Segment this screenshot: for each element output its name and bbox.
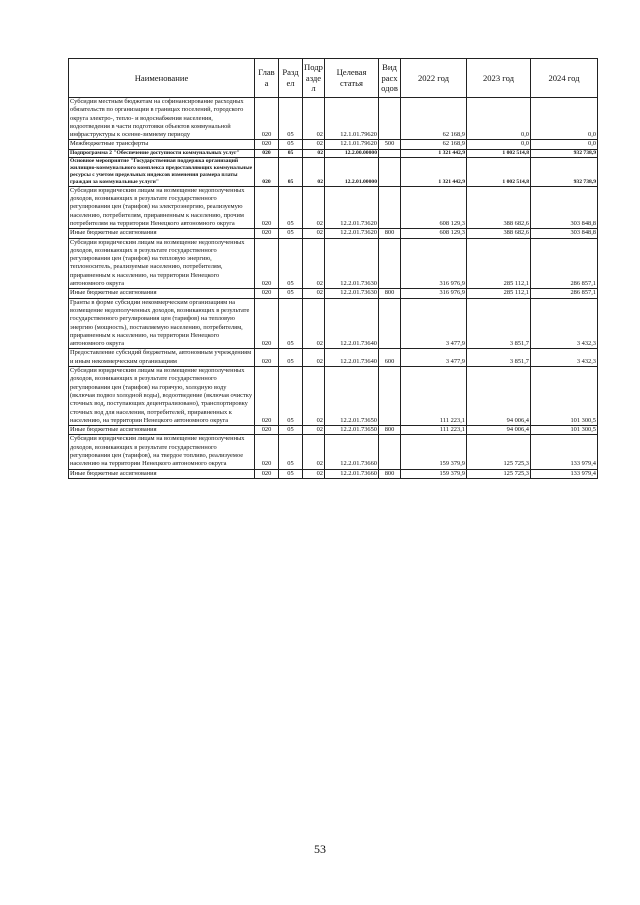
- cell-year-2023: 285 112,1: [467, 238, 531, 289]
- cell-year-2023: 285 112,1: [467, 289, 531, 298]
- cell-year-2022: 159 379,9: [401, 435, 467, 469]
- cell-year-2024: 286 857,1: [531, 289, 598, 298]
- cell-year-2023: 94 006,4: [467, 426, 531, 435]
- cell-section: 05: [279, 98, 303, 140]
- cell-chapter: 020: [255, 367, 279, 426]
- table-row: [69, 229, 598, 238]
- cell-year-2022: 159 379,9: [401, 469, 467, 478]
- cell-name: Гранты в форме субсидии некоммерческим организациям на возмещение недополученных доходов, возникающих в результате государственного регулирования цен (тарифов) на тепловую энергию (мощность), поставляемую населению, потребителям, приравненным к населению, на территории Ненецкого автономного округа: [69, 298, 255, 349]
- cell-year-2024: 101 300,5: [531, 426, 598, 435]
- cell-year-2023: 94 006,4: [467, 367, 531, 426]
- cell-name: Предоставление субсидий бюджетным, автономным учреждениям и иным некоммерческим организациям: [69, 349, 255, 367]
- page-number: 53: [314, 842, 326, 856]
- header-year-2023: 2023 год: [467, 59, 531, 98]
- cell-section: 05: [279, 186, 303, 228]
- cell-section: 05: [279, 349, 303, 367]
- cell-chapter: 020: [255, 157, 279, 186]
- table-row: [69, 469, 598, 478]
- cell-year-2023: 1 002 514,8: [467, 157, 531, 186]
- cell-section: 05: [279, 229, 303, 238]
- cell-target-article: 12.2.01.73630: [325, 238, 379, 289]
- cell-chapter: 020: [255, 98, 279, 140]
- cell-name: Субсидии юридическим лицам на возмещение недополученных доходов, возникающих в результате государственного регулирования цен (тарифов), на твердое топливо, реализуемое населению на территории Ненецкого автономного округа: [69, 435, 255, 469]
- cell-target-article: 12.2.01.73620: [325, 186, 379, 228]
- cell-year-2023: 3 851,7: [467, 349, 531, 367]
- cell-section: 05: [279, 149, 303, 157]
- cell-expense-type: [379, 435, 401, 469]
- cell-name: Субсидии юридическим лицам на возмещение недополученных доходов, возникающих в результате государственного регулирования цен (тарифов) на электроэнергию, реализуемую населению, потребителям, приравненным к населению, прочим потребителям на территории Ненецкого автономного округа: [69, 186, 255, 228]
- cell-section: 05: [279, 289, 303, 298]
- cell-year-2024: 133 979,4: [531, 435, 598, 469]
- cell-section: 05: [279, 140, 303, 149]
- table-row: [69, 298, 598, 349]
- cell-chapter: 020: [255, 229, 279, 238]
- cell-expense-type: [379, 367, 401, 426]
- cell-name: Иные бюджетные ассигнования: [69, 469, 255, 478]
- cell-chapter: 020: [255, 186, 279, 228]
- cell-year-2022: 111 223,1: [401, 426, 467, 435]
- header-year-2024: 2024 год: [531, 59, 598, 98]
- cell-subsection: 02: [303, 367, 325, 426]
- cell-target-article: 12.2.01.73630: [325, 289, 379, 298]
- cell-chapter: 020: [255, 289, 279, 298]
- cell-year-2024: 0,0: [531, 98, 598, 140]
- cell-year-2022: 62 168,9: [401, 98, 467, 140]
- cell-subsection: 02: [303, 469, 325, 478]
- cell-section: 05: [279, 426, 303, 435]
- cell-chapter: 020: [255, 140, 279, 149]
- cell-name: Иные бюджетные ассигнования: [69, 289, 255, 298]
- cell-target-article: 12.1.01.79620: [325, 98, 379, 140]
- cell-year-2022: 608 129,3: [401, 229, 467, 238]
- cell-section: 05: [279, 469, 303, 478]
- cell-target-article: 12.1.01.79620: [325, 140, 379, 149]
- cell-target-article: 12.2.01.73650: [325, 426, 379, 435]
- cell-year-2024: 101 300,5: [531, 367, 598, 426]
- cell-expense-type: 600: [379, 349, 401, 367]
- cell-subsection: 02: [303, 98, 325, 140]
- cell-target-article: 12.2.01.73660: [325, 435, 379, 469]
- header-year-2022: 2022 год: [401, 59, 467, 98]
- cell-expense-type: 500: [379, 140, 401, 149]
- cell-target-article: 12.2.01.73640: [325, 298, 379, 349]
- cell-name: Межбюджетные трансферты: [69, 140, 255, 149]
- cell-section: 05: [279, 157, 303, 186]
- cell-section: 05: [279, 298, 303, 349]
- table-row: [69, 289, 598, 298]
- cell-expense-type: 800: [379, 289, 401, 298]
- cell-year-2024: 3 432,3: [531, 349, 598, 367]
- cell-expense-type: [379, 298, 401, 349]
- cell-name: Подпрограмма 2 "Обеспечение доступности коммунальных услуг": [69, 149, 255, 157]
- cell-subsection: 02: [303, 289, 325, 298]
- cell-subsection: 02: [303, 149, 325, 157]
- table-row: [69, 157, 598, 186]
- cell-name: Субсидии местным бюджетам на софинансирование расходных обязательств по организации в границах поселений, городского округа электро-, тепло- и водоснабжения населения, водоотведения в части подготовки объектов коммунальной инфраструктуры к осенне-зимнему периоду: [69, 98, 255, 140]
- cell-chapter: 020: [255, 426, 279, 435]
- cell-name: Иные бюджетные ассигнования: [69, 426, 255, 435]
- cell-chapter: 020: [255, 435, 279, 469]
- cell-year-2023: 388 682,6: [467, 229, 531, 238]
- table-row: [69, 435, 598, 469]
- cell-section: 05: [279, 238, 303, 289]
- cell-year-2024: 303 848,8: [531, 229, 598, 238]
- cell-year-2024: 932 738,9: [531, 157, 598, 186]
- table-row: [69, 238, 598, 289]
- cell-year-2024: 0,0: [531, 140, 598, 149]
- table-row: [69, 426, 598, 435]
- cell-target-article: 12.2.01.73640: [325, 349, 379, 367]
- cell-year-2023: 3 851,7: [467, 298, 531, 349]
- cell-subsection: 02: [303, 298, 325, 349]
- cell-year-2024: 3 432,3: [531, 298, 598, 349]
- cell-target-article: 12.2.01.00000: [325, 157, 379, 186]
- cell-target-article: 12.2.00.00000: [325, 149, 379, 157]
- cell-expense-type: [379, 149, 401, 157]
- header-expense-type: Вид расх одов: [379, 59, 401, 98]
- cell-year-2023: 0,0: [467, 140, 531, 149]
- cell-name: Субсидии юридическим лицам на возмещение недополученных доходов, возникающих в результате государственного регулирования цен (тарифов) на горячую, холодную воду (включая подвоз холодной воды), водоотведение (включая очистку сточных вод, поступающих децентрализовано), транспортировку сточных вод для населения, потребителей, приравненных к населению, на территории Ненецкого автономного округа: [69, 367, 255, 426]
- cell-year-2023: 125 725,3: [467, 469, 531, 478]
- table-header-row: [69, 59, 598, 98]
- cell-year-2022: 316 976,9: [401, 238, 467, 289]
- cell-target-article: 12.2.01.73620: [325, 229, 379, 238]
- cell-subsection: 02: [303, 140, 325, 149]
- header-target-article: Целевая статья: [325, 59, 379, 98]
- cell-expense-type: 800: [379, 469, 401, 478]
- cell-chapter: 020: [255, 149, 279, 157]
- table-row: [69, 186, 598, 228]
- cell-expense-type: [379, 157, 401, 186]
- cell-name: Субсидии юридическим лицам на возмещение недополученных доходов, возникающих в результате государственного регулирования цен (тарифов) на тепловую энергию, теплоноситель, реализуемые населению, потребителям, приравненным к населению, на территории Ненецкого автономного округа: [69, 238, 255, 289]
- cell-year-2022: 1 321 442,9: [401, 157, 467, 186]
- table-row: [69, 367, 598, 426]
- document-page: [68, 58, 597, 479]
- cell-subsection: 02: [303, 349, 325, 367]
- cell-chapter: 020: [255, 298, 279, 349]
- cell-expense-type: [379, 98, 401, 140]
- cell-year-2023: 388 682,6: [467, 186, 531, 228]
- cell-subsection: 02: [303, 157, 325, 186]
- cell-expense-type: 800: [379, 229, 401, 238]
- cell-year-2022: 1 321 442,9: [401, 149, 467, 157]
- cell-name: Иные бюджетные ассигнования: [69, 229, 255, 238]
- cell-subsection: 02: [303, 435, 325, 469]
- budget-table: [68, 58, 598, 479]
- cell-year-2022: 3 477,9: [401, 298, 467, 349]
- cell-expense-type: [379, 186, 401, 228]
- cell-year-2024: 286 857,1: [531, 238, 598, 289]
- table-row: [69, 98, 598, 140]
- cell-year-2022: 62 168,9: [401, 140, 467, 149]
- cell-target-article: 12.2.01.73650: [325, 367, 379, 426]
- cell-year-2023: 0,0: [467, 98, 531, 140]
- cell-section: 05: [279, 367, 303, 426]
- cell-subsection: 02: [303, 186, 325, 228]
- cell-year-2023: 125 725,3: [467, 435, 531, 469]
- header-subsection: Подр азде л: [303, 59, 325, 98]
- cell-year-2024: 932 738,9: [531, 149, 598, 157]
- cell-year-2024: 133 979,4: [531, 469, 598, 478]
- cell-expense-type: 800: [379, 426, 401, 435]
- table-body: [69, 98, 598, 479]
- cell-name: Основное мероприятие "Государственная поддержка организаций жилищно-коммунального комплекса предоставляющих коммунальные ресурсы с учетом предельных индексов изменения размера платы граждан за коммунальные услуги": [69, 157, 255, 186]
- cell-chapter: 020: [255, 238, 279, 289]
- cell-year-2022: 316 976,9: [401, 289, 467, 298]
- table-row: [69, 349, 598, 367]
- cell-year-2024: 303 848,8: [531, 186, 598, 228]
- cell-section: 05: [279, 435, 303, 469]
- cell-subsection: 02: [303, 229, 325, 238]
- cell-chapter: 020: [255, 349, 279, 367]
- cell-target-article: 12.2.01.73660: [325, 469, 379, 478]
- cell-year-2023: 1 002 514,8: [467, 149, 531, 157]
- cell-year-2022: 608 129,3: [401, 186, 467, 228]
- cell-subsection: 02: [303, 238, 325, 289]
- cell-year-2022: 111 223,1: [401, 367, 467, 426]
- table-row: [69, 149, 598, 157]
- cell-chapter: 020: [255, 469, 279, 478]
- header-name: Наименование: [69, 59, 255, 98]
- cell-subsection: 02: [303, 426, 325, 435]
- header-chapter: Глав а: [255, 59, 279, 98]
- cell-expense-type: [379, 238, 401, 289]
- table-row: [69, 140, 598, 149]
- cell-year-2022: 3 477,9: [401, 349, 467, 367]
- header-section: Разд ел: [279, 59, 303, 98]
